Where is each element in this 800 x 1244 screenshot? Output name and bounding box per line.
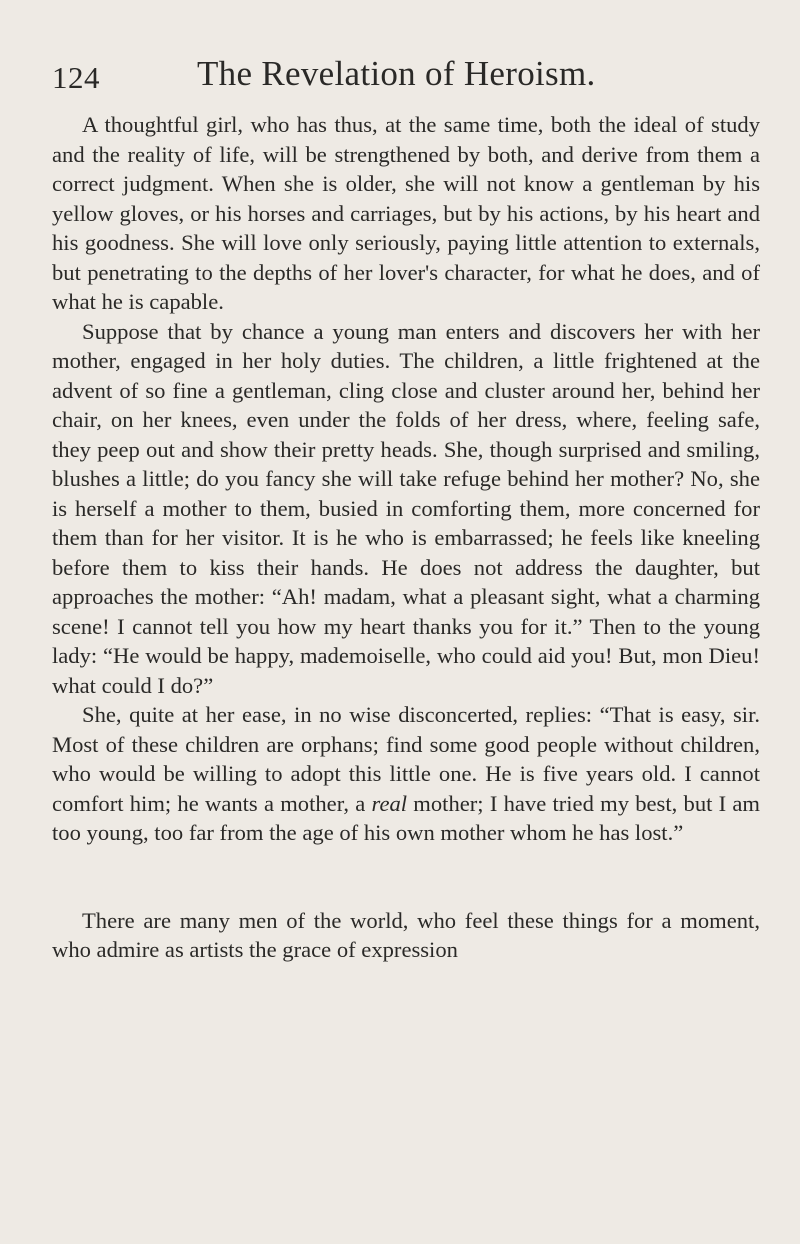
paragraph-3 (52, 700, 760, 848)
paragraph-3-continuation: mother; I have tried my best, but I am too young, too far from the age of his own mother whom he has lost.” (52, 790, 760, 845)
page-number: 124 (52, 60, 100, 95)
paragraph-3-text: She, quite at her ease, in no wise disconcerted, replies: “That is easy, sir. Most of these children are orphans; find some good people without children, who would be willing to adopt this little one. He is five years old. I cannot comfort him; he wants a mother, a (52, 702, 760, 816)
page-header (52, 52, 760, 110)
body-text (52, 110, 760, 965)
paragraph-4: There are many men of the world, who feel these things for a moment, who admire as artists the grace of expression (52, 907, 760, 962)
section-gap (52, 848, 760, 906)
paragraph-2: Suppose that by chance a young man enters and discovers her with her mother, engaged in her holy duties. The children, a little frightened at the advent of so fine a gentleman, cling close and cluster around her, behind her chair, on her knees, even under the folds of her dress, where, feeling safe, they peep out and show their pretty heads. She, though surprised and smiling, blushes a little; do you fancy she will take refuge behind her mother? No, she is herself a mother to them, busied in comforting them, more concerned for them than for her visitor. It is he who is embarrassed; he feels like kneeling before them to kiss their hands. He does not address the daughter, but approaches the mother: “Ah! madam, what a pleasant sight, what a charming scene! I cannot tell you how my heart thanks you for it.” Then to the young lady: “He would be happy, mademoiselle, who could aid you! But, mon Dieu! what could I do?” (52, 318, 760, 698)
paragraph-1: A thoughtful girl, who has thus, at the same time, both the ideal of study and the reality of life, will be strengthened by both, and derive from them a correct judgment. When she is older, she will not know a gentleman by his yellow gloves, or his horses and carriages, but by his actions, by his heart and his goodness. She will love only seriously, paying little attention to externals, but penetrating to the depths of her lover's character, for what he does, and of what he is capable. (52, 112, 760, 314)
emphasis-real: real (371, 790, 408, 816)
running-title: The Revelation of Heroism. (197, 54, 596, 93)
